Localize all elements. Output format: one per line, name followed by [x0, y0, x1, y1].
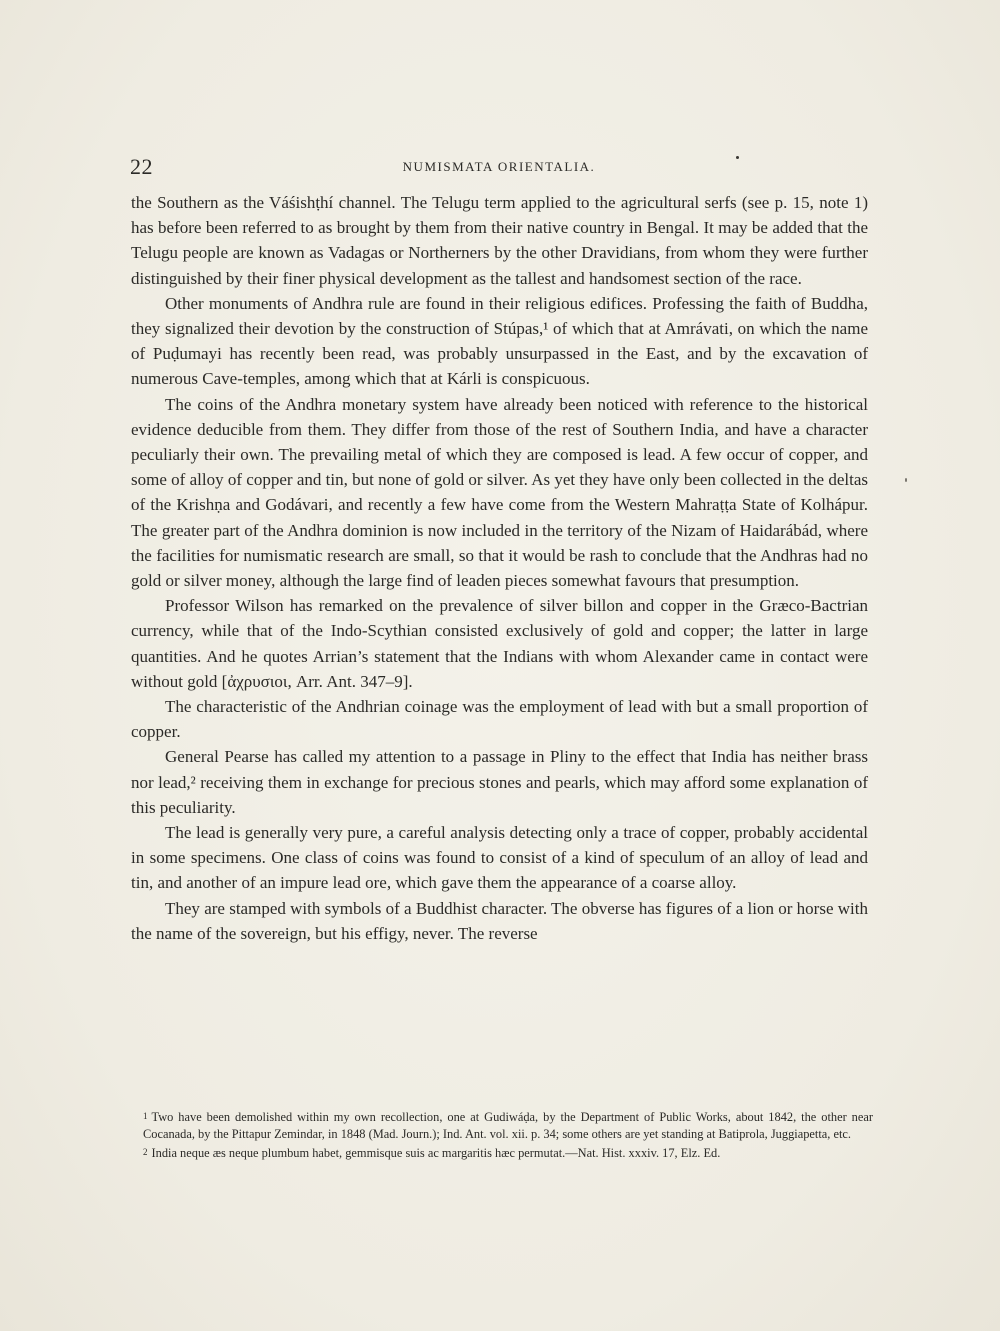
running-head: NUMISMATA ORIENTALIA.	[402, 159, 596, 174]
footnote-2	[143, 1144, 873, 1162]
paragraph-8: They are stamped with symbols of a Buddhist character. The obverse has figures of a lion or horse with the name of the sovereign, but his effigy, never. The reverse	[131, 898, 868, 943]
paragraph-7: The lead is generally very pure, a careful analysis detecting only a trace of copper, probably accidental in some specimens. One class of coins was found to consist of a kind of speculum of an alloy of lead and tin, and another of an impure lead ore, which gave them the appearance of a coarse alloy.	[131, 823, 868, 893]
page-number: 22	[130, 154, 153, 179]
paragraph-3: The coins of the Andhra monetary system have already been noticed with reference to the historical evidence deducible from them. They differ from those of the rest of Southern India, and have a character peculiarly their own. The prevailing metal of which they are composed is lead. A few occur of copper, and some of alloy of copper and tin, but none of gold or silver. As yet they have only been collected in the deltas of the Krishṇa and Godávari, and recently a few have come from the Western Mahraṭṭa State of Kolhápur. The greater part of the Andhra dominion is now included in the territory of the Nizam of Haidarábád, where the facilities for numismatic research are small, so that it would be rash to conclude that the Andhras had no gold or silver money, although the large find of leaden pieces somewhat favours that presumption.	[131, 394, 868, 591]
page-header	[130, 154, 868, 184]
footnote-1-text: Two have been demolished within my own recollection, one at Gudiwáḍa, by the Department of Public Works, about 1842, the other near Cocanada, by the Pittapur Zemindar, in 1848 (Mad. Journ.); Ind. Ant. vol. xii. p. 34; some others are yet standing at Batiprola, Juggiapetta, etc.	[143, 1110, 873, 1141]
footnotes	[143, 1108, 873, 1161]
footnote-1-mark: 1	[143, 1111, 148, 1121]
footnote-2-mark: 2	[143, 1146, 148, 1157]
paragraph-2: Other monuments of Andhra rule are found in their religious edifices. Professing the faith of Buddha, they signalized their devotion by the construction of Stúpas,¹ of which that at Amrávati, on which the name of Puḍumayi has recently been read, was probably unsurpassed in the East, and by the excavation of numerous Cave-temples, among which that at Kárli is conspicuous.	[131, 293, 868, 389]
ink-speck	[905, 478, 907, 482]
body-text	[131, 190, 868, 946]
paragraph-5: The characteristic of the Andhrian coinage was the employment of lead with but a small proportion of copper.	[131, 697, 868, 742]
footnote-1	[143, 1108, 873, 1143]
footnote-2-text: India neque æs neque plumbum habet, gemmisque suis ac margaritis hæc permutat.—Nat. Hist. xxxiv. 17, Elz. Ed.	[151, 1145, 721, 1160]
paragraph-6: General Pearse has called my attention to a passage in Pliny to the effect that India has neither brass nor lead,² receiving them in exchange for precious stones and pearls, which may afford some explanation of this peculiarity.	[131, 747, 868, 817]
paragraph-4: Professor Wilson has remarked on the prevalence of silver billon and copper in the Græco-Bactrian currency, while that of the Indo-Scythian consisted exclusively of gold and copper; the latter in large quantities. And he quotes Arrian’s statement that the Indians with whom Alexander came in contact were without gold [ἀχρυσιοι, Arr. Ant. 347–9].	[131, 596, 868, 691]
paragraph-1: the Southern as the Váśishṭhí channel. The Telugu term applied to the agricultural serfs (see p. 15, note 1) has before been referred to as brought by them from their native country in Bengal. It may be added that the Telugu people are known as Vadagas or Northerners by the other Dravidians, from whom they were further distinguished by their finer physical development as the tallest and handsomest section of the race.	[131, 193, 868, 288]
ink-speck	[736, 156, 739, 159]
